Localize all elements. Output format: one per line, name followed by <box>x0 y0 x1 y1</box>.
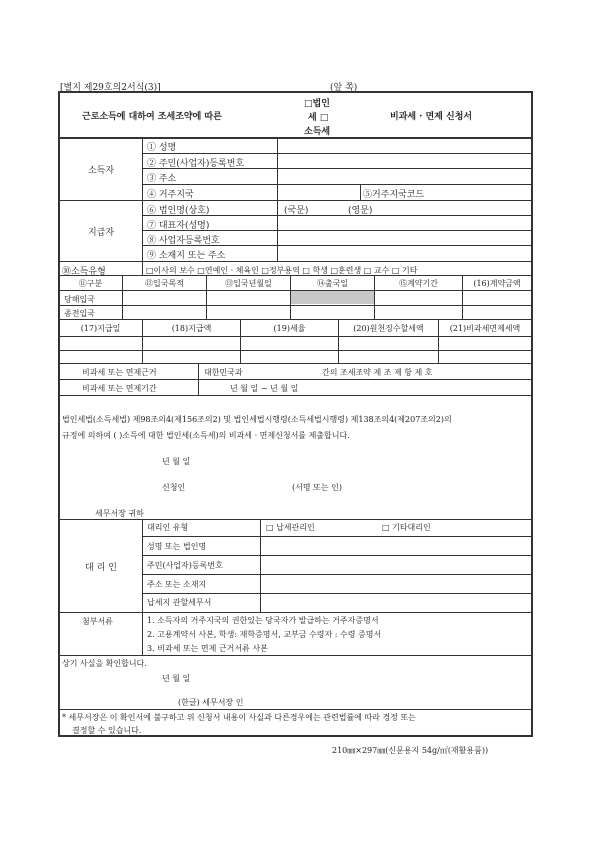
page-side: (앞 쪽) <box>330 83 358 93</box>
entry-header-contract-period: ⑮계약기간 <box>399 278 438 288</box>
income-earner-label: 소득자 <box>87 165 115 176</box>
statement-line-1: 법인세법(소득세법) 제98조의4(제156조의2) 및 법인세법시행령(소득세법시행령) 제138조의4(제207조의2)의 <box>62 415 452 424</box>
applicant-label: 신청인 <box>162 483 186 492</box>
confirm-office: (한글) 세무서장 인 <box>178 698 244 707</box>
entry-header-contract-amount: (16)계약금액 <box>473 278 521 288</box>
title-option-corp: □법인 <box>304 99 330 109</box>
basis-label: 비과세 또는 면제근거 <box>82 368 157 377</box>
earner-country-label: ④ 거주지국 <box>147 190 194 200</box>
entry-header-exit-date: ⑭출국일 <box>316 278 349 288</box>
note-line-1: * 세무서장은 이 확인서에 불구하고 위 신청서 내용이 사실과 다른경우에는 관련법률에 따라 경정 또는 <box>62 713 416 722</box>
addressee: 세무서장 귀하 <box>95 509 144 518</box>
title-left: 근로소득에 대하여 조세조약에 따른 <box>82 112 222 122</box>
agent-id-label: 주민(사업자)등록번호 <box>147 561 223 570</box>
agent-address-label: 주소 또는 소재지 <box>147 580 207 589</box>
payer-corp-name-label: ⑥ 법인명(상호) <box>147 206 210 216</box>
income-type-label: ⑩소득유형 <box>62 267 106 277</box>
payer-regno-label: ⑧ 사업자등록번호 <box>147 236 220 246</box>
earner-name-label: ① 성명 <box>147 143 177 153</box>
payment-header-amount: (18)지급액 <box>171 323 212 333</box>
confirm-date: 년 월 일 <box>162 674 191 683</box>
agent-type-other: □ 기타대리인 <box>382 523 431 532</box>
paper-spec: 210㎜×297㎜(신문용지 54g/㎡(재활용품)) <box>332 746 489 755</box>
entry-header-type: ⑪구분 <box>78 278 103 288</box>
basis-country: 대한민국과 <box>204 368 243 377</box>
entry-header-entry-date: ⑬입국년월일 <box>225 278 272 288</box>
signature-label: (서명 또는 인) <box>292 483 342 492</box>
title-option-tax: 세 □ <box>308 113 329 123</box>
earner-address-label: ③ 주소 <box>147 174 177 184</box>
title-right: 비과세 · 면제 신청서 <box>390 112 473 122</box>
entry-row-current: 당해입국 <box>64 295 95 304</box>
agent-label: 대 리 인 <box>85 562 117 573</box>
statement-date: 년 월 일 <box>162 457 191 466</box>
basis-treaty-article: 간의 조세조약 제 조 제 항 제 호 <box>322 368 433 377</box>
agent-tax-office-label: 납세지 관할세무서 <box>147 598 212 607</box>
agent-name-label: 성명 또는 법인명 <box>147 542 207 551</box>
note-line-2: 결정할 수 있습니다. <box>72 726 142 735</box>
payer-label: 지급자 <box>87 227 115 238</box>
payment-header-exempt: (21)비과세면제세액 <box>449 323 521 333</box>
confirm-text: 상기 사실을 확인합니다. <box>62 659 147 668</box>
korean-name-label: (국문) <box>284 206 309 216</box>
attachment-2: 2. 고용계약서 사본, 학생: 재학증명서, 교부금 수령자 : 수령 증명서 <box>147 630 382 639</box>
english-name-label: (영문) <box>348 206 373 216</box>
form-id: [별지 제29호의2서식(3)] <box>60 83 161 93</box>
title-option-income: 소득세 <box>304 127 331 137</box>
payment-header-rate: (19)세율 <box>273 323 306 333</box>
entry-row-previous: 종전입국 <box>64 309 95 318</box>
statement-line-2: 규정에 의하여 ( )소득에 대한 법인세(소득세)의 비과세 · 면제신청서를 제출합니다. <box>62 431 350 440</box>
period-label: 비과세 또는 면제기간 <box>82 384 157 393</box>
agent-type-tax-manager: □ 납세관리인 <box>266 523 315 532</box>
attachment-3: 3. 비과세 또는 면제 근거서류 사본 <box>147 644 268 653</box>
entry-header-purpose: ⑫입국목적 <box>145 278 184 288</box>
payer-rep-label: ⑦ 대표자(성명) <box>147 221 210 231</box>
income-type-options: □이사의 보수 □연예인 · 체육인 □정부용역 □ 학생 □훈련생 □ 교수 □ 기타 <box>146 266 418 275</box>
payment-header-date: (17)지급일 <box>80 323 121 333</box>
attachment-1: 1. 소득자의 거주지국의 권한있는 당국자가 발급하는 거주자증명서 <box>147 616 379 625</box>
earner-id-label: ② 주민(사업자)등록번호 <box>147 159 245 169</box>
payer-address-label: ⑨ 소재지 또는 주소 <box>147 251 226 261</box>
agent-type-label: 대리인 유형 <box>147 523 189 532</box>
period-value: 년 월 일 ~ 년 월 일 <box>230 384 299 393</box>
shaded-cell <box>291 291 374 304</box>
attachments-label: 첨부서류 <box>82 617 113 626</box>
payment-header-withholding: (20)원천징수할세액 <box>353 323 424 333</box>
country-code-label: ⑤거주지국코드 <box>363 190 425 200</box>
